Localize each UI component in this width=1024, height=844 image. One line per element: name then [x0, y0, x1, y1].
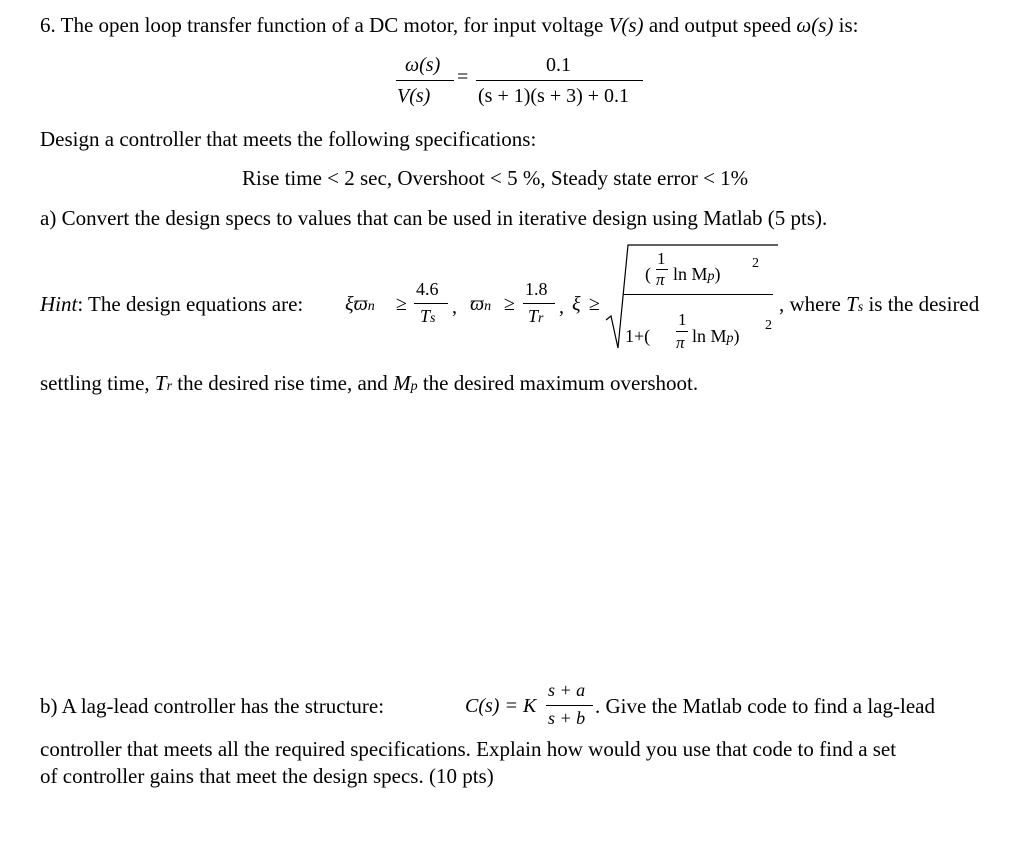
mp-symbol: M: [393, 371, 411, 395]
eq1-ge: ≥: [396, 293, 407, 315]
eq1-denominator: [420, 306, 435, 327]
eq1-fraction-bar: [414, 303, 448, 304]
settling-mid: the desired rise time, and: [172, 371, 394, 395]
root-num-one: 1: [657, 249, 666, 268]
controller-denominator: s + b: [548, 708, 586, 728]
root-den-pi: π: [676, 333, 685, 352]
eq2-den-symbol: T: [528, 306, 539, 326]
eq2-lhs: [470, 293, 491, 316]
root-num-ln-text: ln M: [673, 264, 708, 284]
eq2-den-subscript: r: [538, 311, 544, 326]
eq1-den-symbol: T: [420, 306, 431, 326]
eq1-comma: ,: [452, 296, 457, 318]
intro-suffix: is:: [833, 13, 859, 37]
hint-intro: : The design equations are:: [77, 292, 304, 316]
intro-mid-text: and output speed: [643, 13, 797, 37]
hint-text: [40, 292, 303, 316]
root-num-square: 2: [752, 256, 759, 271]
hint-label: Hint: [40, 292, 78, 316]
input-voltage-symbol: V(s): [608, 13, 644, 37]
hint-tail: [779, 292, 979, 320]
root-den-inner-bar: [676, 331, 688, 332]
controller-numerator: s + a: [548, 680, 586, 700]
root-den-close: ): [733, 326, 740, 346]
eq2-ge: ≥: [504, 293, 515, 315]
part-b-line2: controller that meets all the required specifications. Explain how would you use that code to find a set: [40, 737, 897, 761]
eq1-numerator: 4.6: [416, 279, 439, 299]
ts-symbol: T: [846, 292, 858, 316]
eq3-ge: ≥: [589, 293, 600, 315]
settling-prefix: settling time,: [40, 371, 155, 395]
root-fraction-bar: [623, 294, 773, 295]
root-den-p: p: [726, 331, 734, 346]
part-b-after: . Give the Matlab code to find a lag-lead: [595, 694, 935, 718]
eq1-den-subscript: s: [430, 311, 436, 326]
output-speed-symbol: ω(s): [796, 13, 834, 37]
eq2-fraction-bar: [523, 303, 555, 304]
eq2-symbol: ϖ: [470, 293, 485, 315]
hint-desired: is the desired: [863, 292, 980, 316]
intro-text: 6. The open loop transfer function of a DC motor, for input voltage: [40, 13, 609, 37]
root-den-square: 2: [765, 318, 772, 333]
design-specs: Rise time < 2 sec, Overshoot < 5 %, Steady state error < 1%: [242, 166, 749, 190]
eq1-subscript: n: [367, 299, 375, 314]
eq1-symbol: ξϖ: [345, 293, 368, 315]
root-num-close: ): [714, 264, 721, 284]
ts-subscript: s: [857, 300, 864, 315]
hint-where: , where: [779, 292, 847, 316]
tr-subscript: r: [166, 379, 173, 394]
tf-lhs-numerator: ω(s): [405, 54, 441, 76]
controller-fraction-bar: [546, 705, 593, 706]
root-den-ln-text: ln M: [692, 326, 727, 346]
root-num-ln: [673, 264, 721, 285]
design-instruction: Design a controller that meets the following specifications:: [40, 127, 537, 151]
root-num-open: (: [645, 264, 651, 284]
tf-equals: =: [457, 66, 469, 88]
eq2-denominator: [528, 306, 543, 327]
controller-lhs: C(s) = K: [465, 695, 537, 717]
root-num-pi: π: [656, 270, 665, 289]
eq2-numerator: 1.8: [525, 279, 548, 299]
tf-lhs-fraction-bar: [396, 80, 454, 81]
eq2-subscript: n: [484, 299, 492, 314]
part-b-line3: of controller gains that meet the design specs. (10 pts): [40, 764, 494, 788]
question-6-intro: [40, 13, 858, 37]
settling-definition: [40, 371, 698, 399]
root-num-p: p: [707, 269, 715, 284]
mp-subscript: p: [410, 379, 418, 394]
part-a-question: a) Convert the design specs to values that can be used in iterative design using Matlab (5 pts).: [40, 206, 828, 230]
eq3-lhs: ξ: [572, 293, 581, 315]
eq1-lhs: [345, 293, 375, 316]
tf-lhs-denominator: V(s): [397, 85, 431, 107]
tf-rhs-numerator: 0.1: [546, 54, 571, 76]
root-den-prefix: 1+(: [625, 326, 651, 346]
tf-rhs-fraction-bar: [476, 80, 643, 81]
settling-suffix: the desired maximum overshoot.: [417, 371, 699, 395]
eq2-comma: ,: [559, 296, 564, 318]
tr-symbol: T: [154, 371, 167, 395]
part-b-prefix: b) A lag-lead controller has the structure:: [40, 694, 385, 718]
root-den-ln: [692, 326, 740, 347]
root-den-one: 1: [678, 310, 687, 329]
tf-rhs-denominator: (s + 1)(s + 3) + 0.1: [478, 85, 630, 107]
